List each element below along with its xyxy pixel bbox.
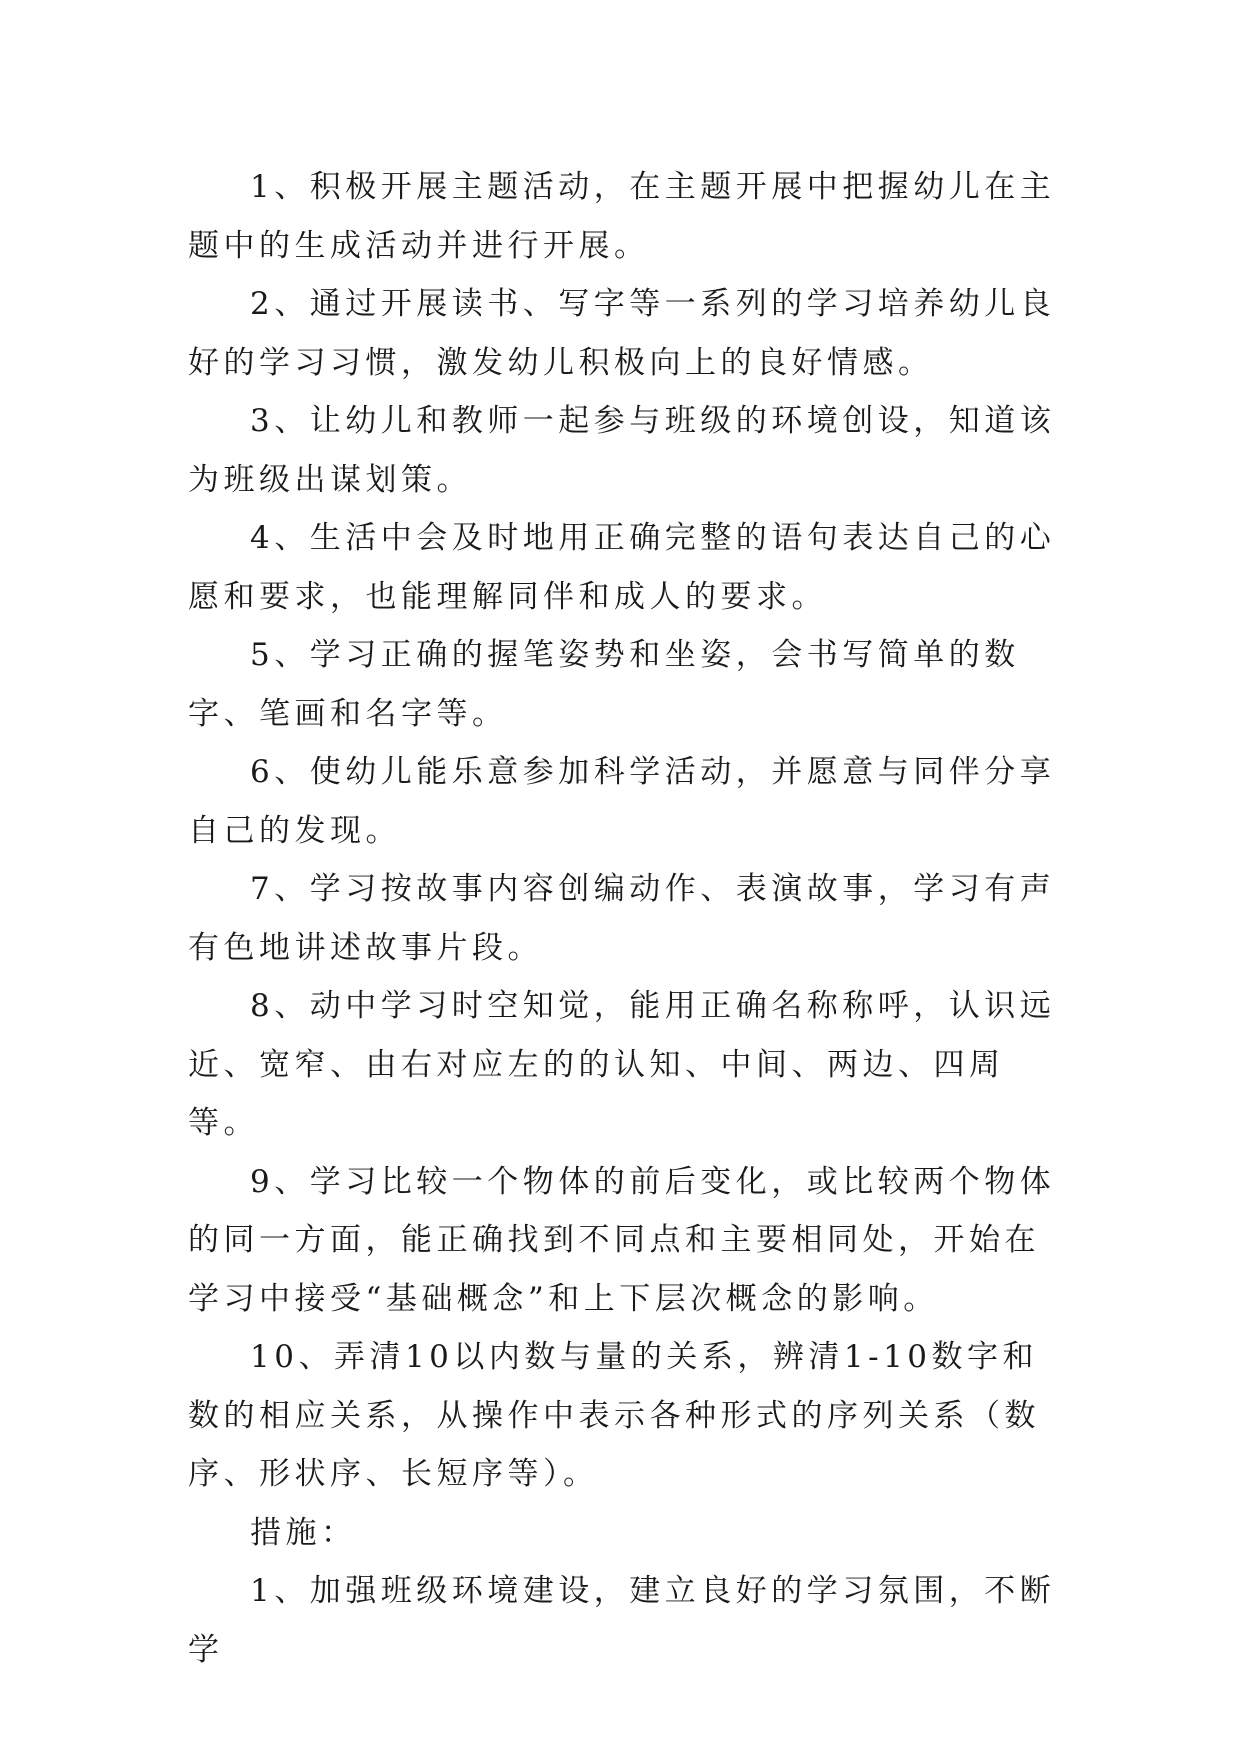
paragraph-measure-1: 1、加强班级环境建设，建立良好的学习氛围，不断学 [188, 1573, 1056, 1668]
paragraph-goal-9: 9、学习比较一个物体的前后变化，或比较两个物体的同一方面，能正确找到不同点和主要相同处，开始在学习中接受“基础概念”和上下层次概念的影响。 [188, 1163, 1056, 1317]
document-body [188, 158, 1058, 1679]
paragraph-goal-4: 4、生活中会及时地用正确完整的语句表达自己的心愿和要求，也能理解同伴和成人的要求。 [188, 520, 1056, 615]
paragraph-goal-6: 6、使幼儿能乐意参加科学活动，并愿意与同伴分享自己的发现。 [188, 754, 1056, 849]
paragraph-goal-3: 3、让幼儿和教师一起参与班级的环境创设，知道该为班级出谋划策。 [188, 403, 1056, 498]
paragraph-goal-8: 8、动中学习时空知觉，能用正确名称称呼，认识远近、宽窄、由右对应左的的认知、中间、两边、四周等。 [188, 988, 1056, 1141]
paragraph-goal-1: 1、积极开展主题活动，在主题开展中把握幼儿在主题中的生成活动并进行开展。 [188, 169, 1056, 264]
paragraph-goal-5: 5、学习正确的握笔姿势和坐姿，会书写简单的数字、笔画和名字等。 [188, 637, 1020, 732]
paragraph-goal-7: 7、学习按故事内容创编动作、表演故事，学习有声有色地讲述故事片段。 [188, 871, 1056, 966]
paragraph-goal-2: 2、通过开展读书、写字等一系列的学习培养幼儿良好的学习习惯，激发幼儿积极向上的良好情感。 [188, 286, 1056, 381]
measures-heading: 措施： [250, 1514, 357, 1551]
paragraph-goal-10: 10、弄清10以内数与量的关系，辨清1-10数字和数的相应关系，从操作中表示各种形式的序列关系（数序、形状序、长短序等）。 [188, 1339, 1040, 1492]
